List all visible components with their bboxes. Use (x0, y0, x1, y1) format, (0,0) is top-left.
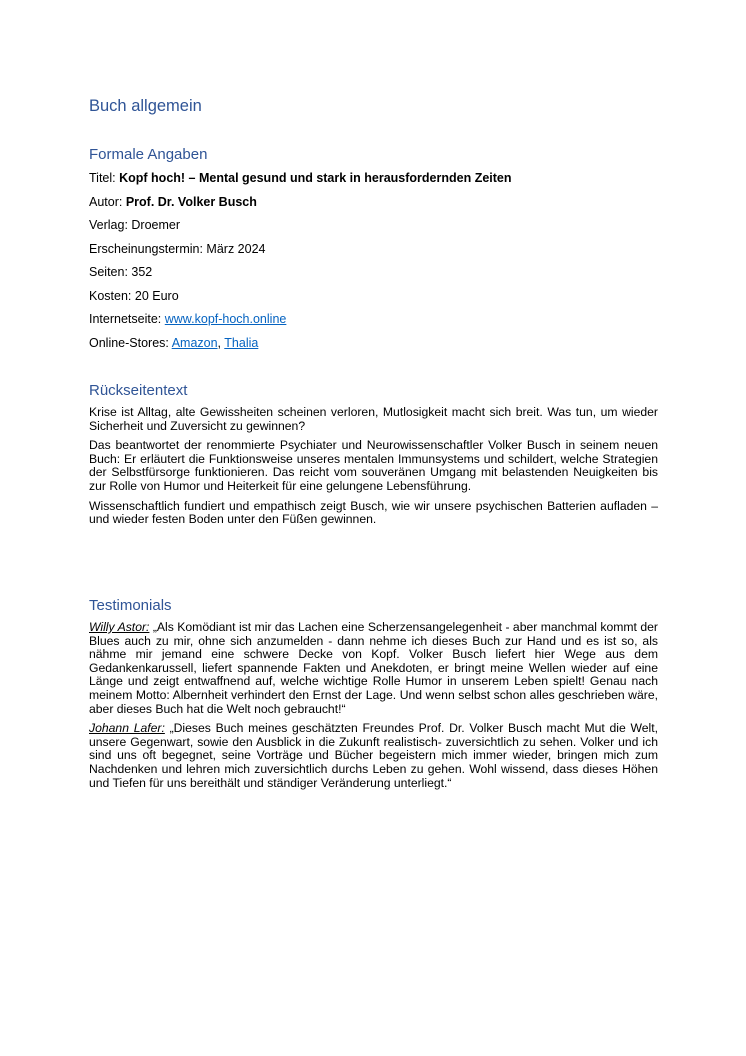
formal-list (89, 167, 658, 355)
testimonial-1-text: „Als Komödiant ist mir das Lachen eine Scherzensangelegenheit - aber manchmal kommt der Blues auch zu mir, ohne sich anzumelden - dann nehme ich dieses Buch zur Hand und es ist so, als nähme mir jemand eine schwere Decke von Kopf. Volker Busch liefert hier Wege aus dem Gedankenkarussell, liefert spannende Fakten und Anekdoten, er bringt meine Wellen wieder auf eine Länge und zeigt entwaffnend auf, welche wichtige Rolle Humor in unserem Leben spielt! Genau nach meinem Motto: Albernheit verhindert den Ernst der Lage. Und wenn selbst schon alles geschrieben wäre, aber dieses Buch hat die Welt noch gebraucht!“ (89, 620, 658, 716)
testimonial-2 (89, 722, 658, 790)
pages-line: Seiten: 352 (89, 265, 153, 279)
title-line: Titel: Kopf hoch! – Mental gesund und stark in herausfordernden Zeiten (89, 171, 512, 185)
back-cover-heading: Rückseitentext (89, 382, 188, 399)
release-line: Erscheinungstermin: März 2024 (89, 241, 266, 256)
back-paragraph-1: Krise ist Alltag, alte Gewissheiten scheinen verloren, Mutlosigkeit macht sich breit. Was tun, um wieder Sicherheit und Zuversicht zu gewinnen? (89, 405, 658, 433)
testimonial-2-text: „Dieses Buch meines geschätzten Freundes Prof. Dr. Volker Busch macht Mut die Welt, unsere Gegenwart, sowie den Ausblick in die Zukunft realistisch- zuversichtlich zu sehen. Volker und ich sind uns oft begegnet, seine Vorträge und Bücher begeistern mich immer wieder, bringen mich zum Nachdenken und lehren mich zuversichtlich durchs Leben zu gehen. Wohl wissend, dass dieses Höhen und Tiefen für uns bereithält und ständiger Veränderung unterliegt.“ (89, 721, 658, 790)
author-value: Prof. Dr. Volker Busch (125, 194, 257, 209)
testimonial-2-author: Johann Lafer: (89, 721, 165, 736)
formal-section (89, 146, 658, 355)
testimonials-heading: Testimonials (89, 597, 172, 614)
stores-line: Online-Stores: Amazon, Thalia (89, 335, 259, 350)
amazon-link[interactable]: Amazon (171, 335, 218, 350)
thalia-link[interactable]: Thalia (224, 335, 259, 350)
publisher-line: Verlag: Droemer (89, 218, 181, 232)
title-value: Kopf hoch! – Mental gesund und stark in herausfordernden Zeiten (119, 171, 512, 185)
author-line: Autor: Prof. Dr. Volker Busch (89, 194, 257, 209)
testimonials-section (89, 597, 658, 796)
back-paragraph-2: Das beantwortet der renommierte Psychiater und Neurowissenschaftler Volker Busch in seinem neuen Buch: Er erläutert die Funktionsweise unseres mentalen Immunsystems und schildert, welche Strategien der Selbstfürsorge funktionieren. Das reicht vom souveränen Umgang mit belastenden Neuigkeiten bis zur Rolle von Humor und Heiterkeit für eine gelungene Lebensführung. (89, 438, 658, 493)
back-paragraph-3: Wissenschaftlich fundiert und empathisch zeigt Busch, wie wir unsere psychischen Batterien aufladen – und wieder festen Boden unter den Füßen gewinnen. (89, 498, 658, 527)
back-cover-section (89, 382, 658, 533)
website-line: Internetseite: www.kopf-hoch.online (89, 312, 287, 326)
testimonial-1-author: Willy Astor: (89, 620, 150, 634)
testimonial-1 (89, 621, 658, 716)
price-line: Kosten: 20 Euro (89, 288, 179, 303)
formal-heading: Formale Angaben (89, 146, 208, 163)
website-link[interactable]: www.kopf-hoch.online (164, 312, 287, 326)
page-heading: Buch allgemein (89, 97, 202, 115)
